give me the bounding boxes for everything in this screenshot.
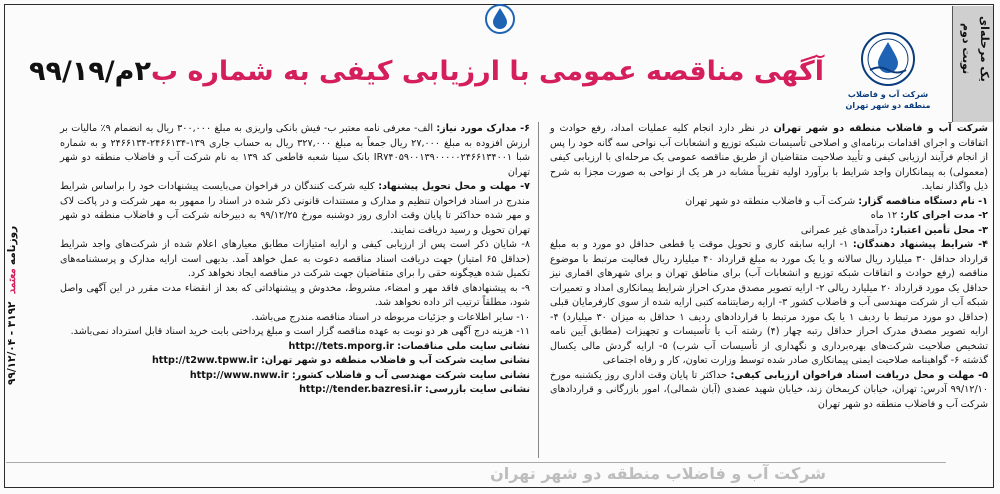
footer-band bbox=[6, 462, 946, 488]
column-divider bbox=[538, 122, 539, 458]
footer-company-name: شرکت آب و فاضلاب منطقه دو شهر تهران bbox=[490, 464, 826, 483]
tab-round-label: نوبت دوم bbox=[960, 23, 973, 75]
clause-5: ۵- مهلت و محل دریافت اسناد فراخوان ارزیابی کیفی: حداکثر تا پایان وقت اداری روز یکشنبه مورخ ۹۹/۱۲/۱۰ آدرس: تهران، خیابان کریمخان زند، خیابان شهید عضدی (آبان شمالی)، امور بازرگانی و قراردادهای شرکت آب و فاضلاب منطقه دو شهر تهران bbox=[550, 369, 988, 410]
headline-text: آگهی مناقصه عمومی با ارزیابی کیفی به شماره ب bbox=[150, 56, 824, 87]
link-inspection-site[interactable]: http://tender.bazresi.ir bbox=[299, 384, 422, 395]
water-drop-logo-icon bbox=[478, 2, 522, 34]
clause-6: ۶- مدارک مورد نیاز: الف- معرفی نامه معتبر ب- فیش بانکی واریزی به مبلغ ۳۰۰,۰۰۰ ریال به انضمام ۹٪ مالیات بر ارزش افزوده به مبلغ ۲۷,۰۰۰ ریال جمعاً به مبلغ ۳۲۷,۰۰۰ ریال به حساب جاری ۱۳۹-۲۴۶۶۱۳۴-۲۴۶۶۱۳۴ و به شماره شبا IR۷۴۰۵۹۰۰۱۳۹۰۰۰۰۰۲۴۶۶۱۳۴۰۰۱ بانک سینا شعبه قاطعی کد ۱۳۹ به نام شرکت آب و فاضلاب منطقه دو شهر تهران bbox=[60, 123, 531, 178]
clause-7: ۷- مهلت و محل تحویل پیشنهاد: کلیه شرکت کنندگان در فراخوان می‌بایست پیشنهادات خود را براساس شرایط مندرج در اسناد فراخوان تنظیم و مدارک و مستندات قانونی ذکر شده در اسناد را ممهور به مهر شرکت و در پاکت لاک و مهر شده حداکثر تا پایان وقت اداری روز دوشنبه مورخ ۹۹/۱۲/۲۵ به دبیرخانه شرکت آب و فاضلاب منطقه دو شهر تهران تحویل و رسید دریافت نمایند. bbox=[60, 181, 531, 236]
issue-number: ۳۱۹۲ bbox=[6, 301, 18, 327]
url-company-site: نشانی سایت شرکت آب و فاضلاب منطقه دو شهر تهران: http://t2ww.tpww.ir bbox=[151, 355, 530, 366]
clause-2: ۲- مدت اجرای کار: ۱۲ ماه bbox=[870, 210, 988, 221]
link-engineering-company[interactable]: http://www.nww.ir bbox=[189, 369, 289, 381]
emblem-caption-company: شرکت آب و فاضلاب bbox=[847, 90, 929, 99]
newspaper-label: روزنامه bbox=[6, 225, 18, 265]
company-logo-icon bbox=[840, 30, 936, 88]
clause-11: ۱۱- هزینه درج آگهی هر دو نوبت به عهده مناقصه گزار است و مبلغ پرداختی بابت خرید اسناد قابل استرداد نمی‌باشد. bbox=[70, 326, 530, 337]
clause-9: ۹- به پیشنهادهای فاقد مهر و امضاء، مشروط، مخدوش و پیشنهاداتی که بعد از انقضاء مدت مقرر در این آگهی واصل شود، مطلقاً ترتیب اثر داده نخواهد شد. bbox=[60, 282, 530, 308]
left-text-column bbox=[60, 122, 530, 398]
emblem-caption-region: منطقه دو شهر تهران bbox=[845, 101, 931, 110]
footer-rule bbox=[6, 462, 946, 463]
tab-stage-label: یک مرحله‌ای bbox=[978, 16, 991, 82]
url-engineering-company: نشانی سایت شرکت مهندسی آب و فاضلاب کشور: http://www.nww.ir bbox=[189, 369, 530, 381]
url-national-tenders: نشانی سایت ملی مناقصات: http://tets.mporg.ir bbox=[288, 340, 530, 352]
headline-number: ۲م/۹۹/۱۹ bbox=[29, 56, 151, 87]
link-company-site[interactable]: http://t2ww.tpww.ir bbox=[151, 355, 258, 366]
intro-paragraph: شرکت آب و فاضلاب منطقه دو شهر تهران در نظر دارد انجام کلیه عملیات امداد، رفع حوادث و اتفاقات و اجرای اقدامات برنامه‌ای و اصلاحی تأسیسات شبکه توزیع و انشعابات آب نواحی سه گانه خود را پس از انجام فرآیند ارزیابی کیفی و تأیید صلاحیت متقاضیان از طریق مناقصه عمومی یک مرحله‌ای با ارزیابی کیفی (معمولی) به پیمانکاران واجد شرایط با برآورد اولیه تقریباً مشابه در هر یک از نواحی به صورت مجزا به شرح ذیل واگذار نماید. bbox=[550, 123, 988, 192]
clause-3: ۳- محل تأمین اعتبار: درآمدهای غیر عمرانی bbox=[800, 224, 988, 236]
right-text-column bbox=[550, 122, 988, 412]
issue-date: ۹۹/۱۲/۰۴ bbox=[6, 338, 18, 385]
link-national-tenders[interactable]: http://tets.mporg.ir bbox=[288, 340, 394, 352]
url-inspection-site: نشانی سایت بازرسی: http://tender.bazresi.ir bbox=[299, 384, 530, 395]
clause-10: ۱۰- سایر اطلاعات و جزئیات مربوطه در اسناد مناقصه مندرج می‌باشد. bbox=[251, 311, 530, 323]
company-emblem bbox=[840, 30, 936, 116]
newspaper-brand: معتمد bbox=[6, 268, 18, 294]
notice-headline bbox=[29, 56, 824, 87]
notice-type-tab bbox=[952, 6, 993, 122]
clause-1: ۱- نام دستگاه مناقصه گزار: شرکت آب و فاضلاب منطقه دو شهر تهران bbox=[685, 195, 988, 207]
clause-4: ۴- شرایط پیشنهاد دهندگان: ۱- ارایه سابقه کاری و تحویل موقت یا قطعی حداقل دو مورد و به مبلغ قرارداد حداقل ۳۰ میلیارد ریال سالانه و یا یک مورد به مبلغ قرارداد ۴۰ میلیارد ریال فعالیت مرتبط با موضوع مناقصه (رفع حوادث و اتفاقات شبکه توزیع و انشعابات آب) برای مناطق تهران و برای شهرهای اقماری نیز حداقل یک مورد قرارداد ۲۰ میلیارد ریالی ۲- ارایه تصویر مصدق مدرک احراز شرایط پیمانکاری امداد و تعمیرات شبکه آب از شرکت مهندسی آب و فاضلاب کشور ۳- ارایه رضایتنامه کتبی ارایه شده از سوی کارفرمایان قبلی (حداقل دو مورد مرتبط با ردیف ۱ یا یک مورد مرتبط با قراردادهای ردیف ۱ حداقل به میزان ۳۰ میلیارد) ۴- ارایه تصویر مصدق مدرک احراز حداقل رتبه چهار (۴) رشته آب یا تأسیسات و تجهیزات (مطابق آیین نامه تشخیص صلاحیت شرکت‌های بهره‌برداری و نگهداری از تأسیسات آب شرب) ۵- ارایه گردش مالی یکسال گذشته ۶- گواهینامه صلاحیت ایمنی پیمانکاری صادر شده توسط وزارت تعاون، کار و رفاه اجتماعی bbox=[550, 239, 989, 366]
clause-8: ۸- شایان ذکر است پس از ارزیابی کیفی و ارایه امتیازات مطابق معیارهای اعلام شده از شرکت‌های واجد شرایط (حداقل ۶۵ امتیاز) جهت دریافت اسناد مناقصه دعوت به عمل خواهد آمد. بدیهی است ارایه مدارک و پرسشنامه‌های تکمیل شده هیچگونه حقی را برای متقاضیان جهت شرکت در مناقصه ایجاد نخواهد کرد. bbox=[60, 239, 530, 279]
newspaper-side-strip: روزنامه معتمد ۳۱۹۲ - ۹۹/۱۲/۰۴ bbox=[6, 225, 18, 385]
